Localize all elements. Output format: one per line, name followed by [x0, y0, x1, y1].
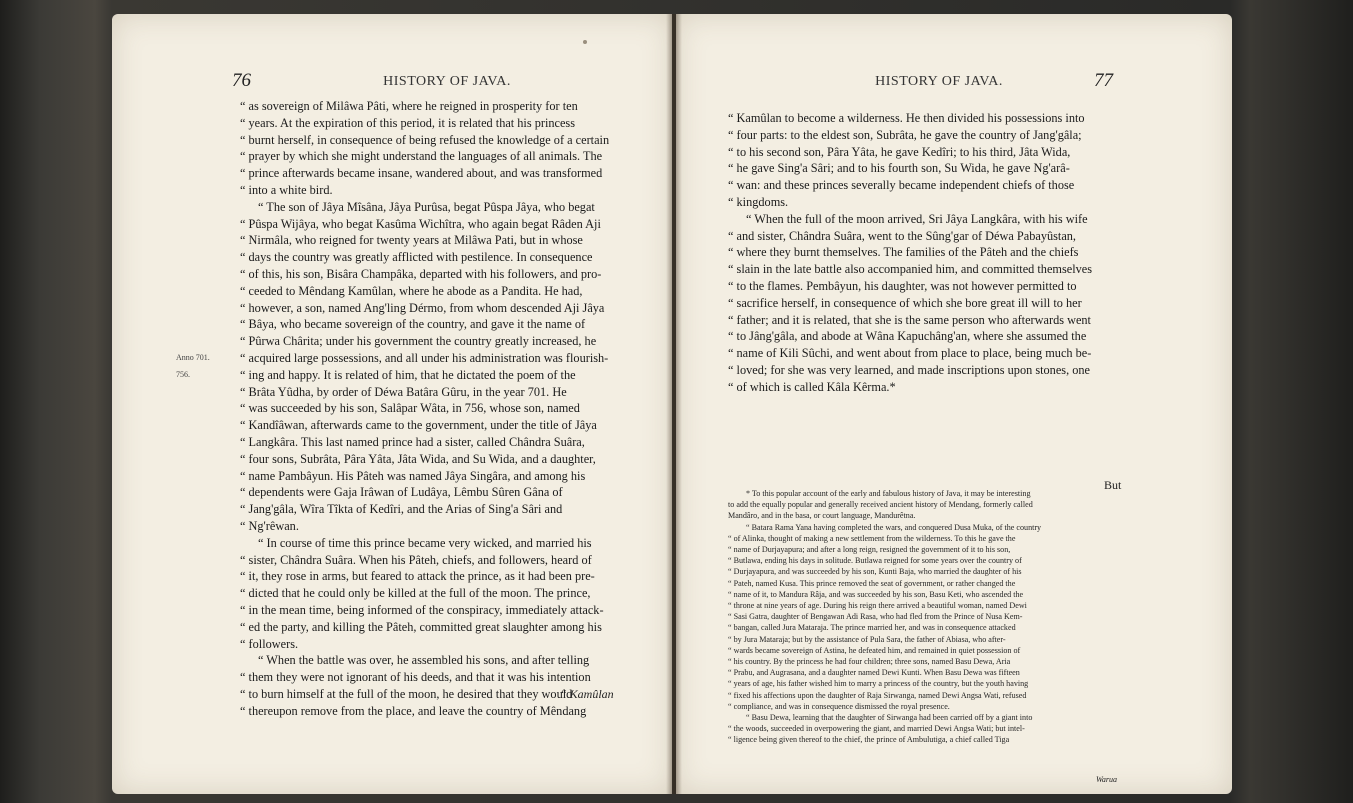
left-body-text: [240, 98, 635, 719]
text-line: “ to his second son, Pâra Yâta, he gave Kedîri; to his third, Jâta Wida,: [728, 144, 1071, 159]
footnote-line: * To this popular account of the early and fabulous history of Java, it may be interesting: [746, 489, 1031, 498]
right-body-text: [728, 110, 1123, 396]
text-line: “ When the battle was over, he assembled his sons, and after telling: [258, 653, 590, 668]
right-catchword: But: [1104, 478, 1122, 492]
text-line: “ ing and happy. It is related of him, that he dictated the poem of the: [240, 367, 576, 382]
footnote-line: “ Pateh, named Kusa. This prince removed the seat of government, or rather changed the: [728, 578, 1016, 588]
text-line: “ as sovereign of Milâwa Pâti, where he reigned in prosperity for ten: [240, 99, 578, 113]
footnote-line: “ throne at nine years of age. During his reign there arrived a beautiful woman, named Dewi: [728, 601, 1027, 611]
text-line: “ When the full of the moon arrived, Sri Jâya Langkâra, with his wife: [746, 211, 1088, 226]
text-line: “ of which is called Kâla Kêrma.*: [728, 379, 896, 394]
text-line: “ loved; for she was very learned, and made inscriptions upon stones, one: [728, 362, 1090, 377]
footnote-line: “ Durjayapura, and was succeeded by his son, Kunti Baja, who married the daughter of his: [728, 567, 1022, 577]
footnote-line: “ the woods, succeeded in overpowering the giant, and married Dewi Angsa Wati; but intel-: [728, 724, 1025, 734]
footnote-line: “ compliance, and was in consequence dismissed the royal presence.: [728, 701, 950, 711]
text-line: “ slain in the late battle also accompanied him, and committed themselves: [728, 262, 1093, 277]
text-line: “ however, a son, named Ang'ling Dérmo, from whom descended Aji Jâya: [240, 300, 605, 315]
footnote-line: “ wards became sovereign of Astina, he defeated him, and remained in quiet possession of: [728, 645, 1021, 655]
text-line: “ burnt herself, in consequence of being refused the knowledge of a certain: [240, 132, 610, 147]
text-line: “ to the flames. Pembâyun, his daughter, was not however permitted to: [728, 278, 1077, 293]
text-line: “ sacrifice herself, in consequence of which she bore great ill will to her: [728, 295, 1082, 310]
footnote-catchword: Warua: [1096, 775, 1118, 784]
text-line: “ was succeeded by his son, Salâpar Wâta, in 756, whose son, named: [240, 401, 580, 416]
text-line: “ Bâya, who became sovereign of the country, and gave it the name of: [240, 317, 586, 332]
text-line: “ Pûrwa Chârita; under his government the country greatly increased, he: [240, 334, 597, 349]
ink-speck: [583, 40, 587, 44]
book-gutter: [666, 14, 682, 794]
text-line: “ of this, his son, Bisâra Champâka, departed with his followers, and pro-: [240, 266, 602, 281]
text-line: “ name Pambâyun. His Pâteh was named Jâya Singâra, and among his: [240, 468, 586, 483]
text-line: “ The son of Jâya Mîsâna, Jâya Purûsa, begat Pûspa Jâya, who begat: [258, 199, 595, 214]
footnote-line: “ of Alinka, thought of making a new settlement from the wilderness. To this he gave the: [728, 533, 1016, 543]
text-line: “ he gave Sing'a Sâri; and to his fourth son, Su Wida, he gave Ng'arâ-: [728, 161, 1070, 176]
text-line: “ Brâta Yûdha, by order of Déwa Batâra Gûru, in the year 701. He: [240, 384, 567, 399]
text-line: “ dependents were Gaja Irâwan of Ludâya, Lêmbu Sûren Gâna of: [240, 485, 563, 500]
footnote-line: “ Batara Rama Yana having completed the wars, and conquered Dusa Muka, of the country: [746, 522, 1042, 532]
text-line: “ name of Kili Sûchi, and went about from place to place, being much be-: [728, 346, 1092, 361]
text-line: “ Langkâra. This last named prince had a sister, called Chândra Suâra,: [240, 434, 585, 449]
right-page-number: 77: [1094, 70, 1113, 91]
text-line: “ thereupon remove from the place, and leave the country of Mêndang: [240, 703, 587, 718]
footnote-line: “ fixed his affections upon the daughter of Raja Sirwanga, named Dewi Angsa Wati, refused: [728, 690, 1027, 700]
footnote-line: “ Prabu, and Augrasana, and a daughter named Dewi Kunti. When Basu Dewa was fifteen: [728, 668, 1020, 678]
text-line: “ four sons, Subrâta, Pâra Yâta, Jâta Wida, and Su Wida, and a daughter,: [240, 451, 596, 466]
text-line: “ followers.: [240, 636, 299, 651]
text-line: “ Kamûlan to become a wilderness. He then divided his possessions into: [728, 111, 1085, 125]
text-line: “ Jang'gâla, Wîra Tîkta of Kedîri, and the Arias of Sing'a Sâri and: [240, 502, 563, 517]
text-line: “ Kandîâwan, afterwards came to the government, under the title of Jâya: [240, 418, 597, 433]
text-line: “ acquired large possessions, and all under his administration was flourish-: [240, 350, 609, 365]
text-line: “ days the country was greatly afflicted with pestilence. In consequence: [240, 250, 593, 265]
footnote-line: “ Basu Dewa, learning that the daughter of Sirwanga had been carried off by a giant into: [746, 713, 1033, 723]
text-line: “ father; and it is related, that she is the same person who afterwards went: [728, 312, 1091, 327]
text-line: “ In course of time this prince became very wicked, and married his: [258, 535, 592, 550]
left-page-number: 76: [232, 70, 251, 91]
footnote-line: “ bangan, called Jura Mataraja. The prince married her, and was in consequence attacked: [728, 623, 1016, 633]
left-running-head: HISTORY OF JAVA.: [383, 74, 511, 89]
text-line: “ four parts: to the eldest son, Subrâta, he gave the country of Jang'gâla;: [728, 127, 1082, 142]
text-line: “ kingdoms.: [728, 194, 789, 209]
footnote-line: “ years of age, his father wished him to marry a princess of the country, but the youth having: [728, 679, 1029, 689]
text-line: “ ed the party, and killing the Pâteh, committed great slaughter among his: [240, 619, 602, 634]
text-line: “ dicted that he could only be killed at the full of the moon. The prince,: [240, 586, 591, 601]
footnote-line: “ by Jura Mataraja; but by the assistance of Pula Sara, the father of Abiasa, who after-: [728, 634, 1006, 644]
text-line: “ Nirmâla, who reigned for twenty years at Milâwa Pati, but in whose: [240, 233, 583, 248]
marginal-note-year: 756.: [176, 370, 190, 379]
footnote-line: Mandâro, and in the basa, or court language, Mandurêtna.: [728, 511, 916, 521]
text-line: “ prince afterwards became insane, wandered about, and was transformed: [240, 166, 603, 181]
text-line: “ it, they rose in arms, but feared to attack the prince, as it had been pre-: [240, 569, 595, 584]
left-catchword: “ Kamûlan: [560, 687, 614, 701]
text-line: “ where they burnt themselves. The families of the Pâteh and the chiefs: [728, 245, 1079, 260]
text-line: “ them they were not ignorant of his deeds, and that it was his intention: [240, 670, 591, 685]
footnote-line: “ his country. By the princess he had four children; three sons, named Basu Dewa, Aria: [728, 657, 1011, 667]
text-line: “ in the mean time, being informed of the conspiracy, immediately attack-: [240, 602, 604, 617]
right-running-head: HISTORY OF JAVA.: [875, 74, 1003, 89]
footnote-line: to add the equally popular and generally received ancient history of Mendang, formerly called: [728, 500, 1033, 510]
text-line: “ sister, Chândra Suâra. When his Pâteh, chiefs, and followers, heard of: [240, 552, 592, 567]
text-line: “ Ng'rêwan.: [240, 518, 299, 533]
text-line: “ into a white bird.: [240, 182, 333, 197]
footnote: [728, 488, 1125, 746]
text-line: “ and sister, Chândra Suâra, went to the Sûng'gar of Déwa Pabayûstan,: [728, 228, 1076, 243]
marginal-note-year: Anno 701.: [176, 353, 210, 362]
text-line: “ ceeded to Mêndang Kamûlan, where he abode as a Pandita. He had,: [240, 283, 583, 298]
footnote-line: “ Sasi Gatra, daughter of Bengawan Adi Rasa, who had fled from the Prince of Nusa Kem-: [728, 612, 1023, 622]
text-line: “ prayer by which she might understand the languages of all animals. The: [240, 149, 603, 164]
footnote-line: “ name of it, to Mandura Râja, and was succeeded by his son, Basu Keti, who ascended the: [728, 589, 1024, 599]
text-line: “ years. At the expiration of this period, it is related that his princess: [240, 115, 576, 130]
footnote-line: “ name of Durjayapura; and after a long reign, resigned the government of it to his son,: [728, 545, 1011, 555]
text-line: “ wan: and these princes severally became independent chiefs of those: [728, 178, 1075, 193]
text-line: “ Pûspa Wijâya, who begat Kasûma Wichîtra, who again begat Râden Aji: [240, 216, 601, 231]
footnote-line: “ ligence being given thereof to the chief, the prince of Ambulutiga, a chief called Tiga: [728, 735, 1010, 745]
text-line: “ to burn himself at the full of the moon, he desired that they would: [240, 686, 573, 701]
text-line: “ to Jâng'gâla, and abode at Wâna Kapuchâng'an, where she assumed the: [728, 329, 1087, 344]
footnote-line: “ Butlawa, ending his days in solitude. Butlawa reigned for some years over the country of: [728, 556, 1022, 566]
